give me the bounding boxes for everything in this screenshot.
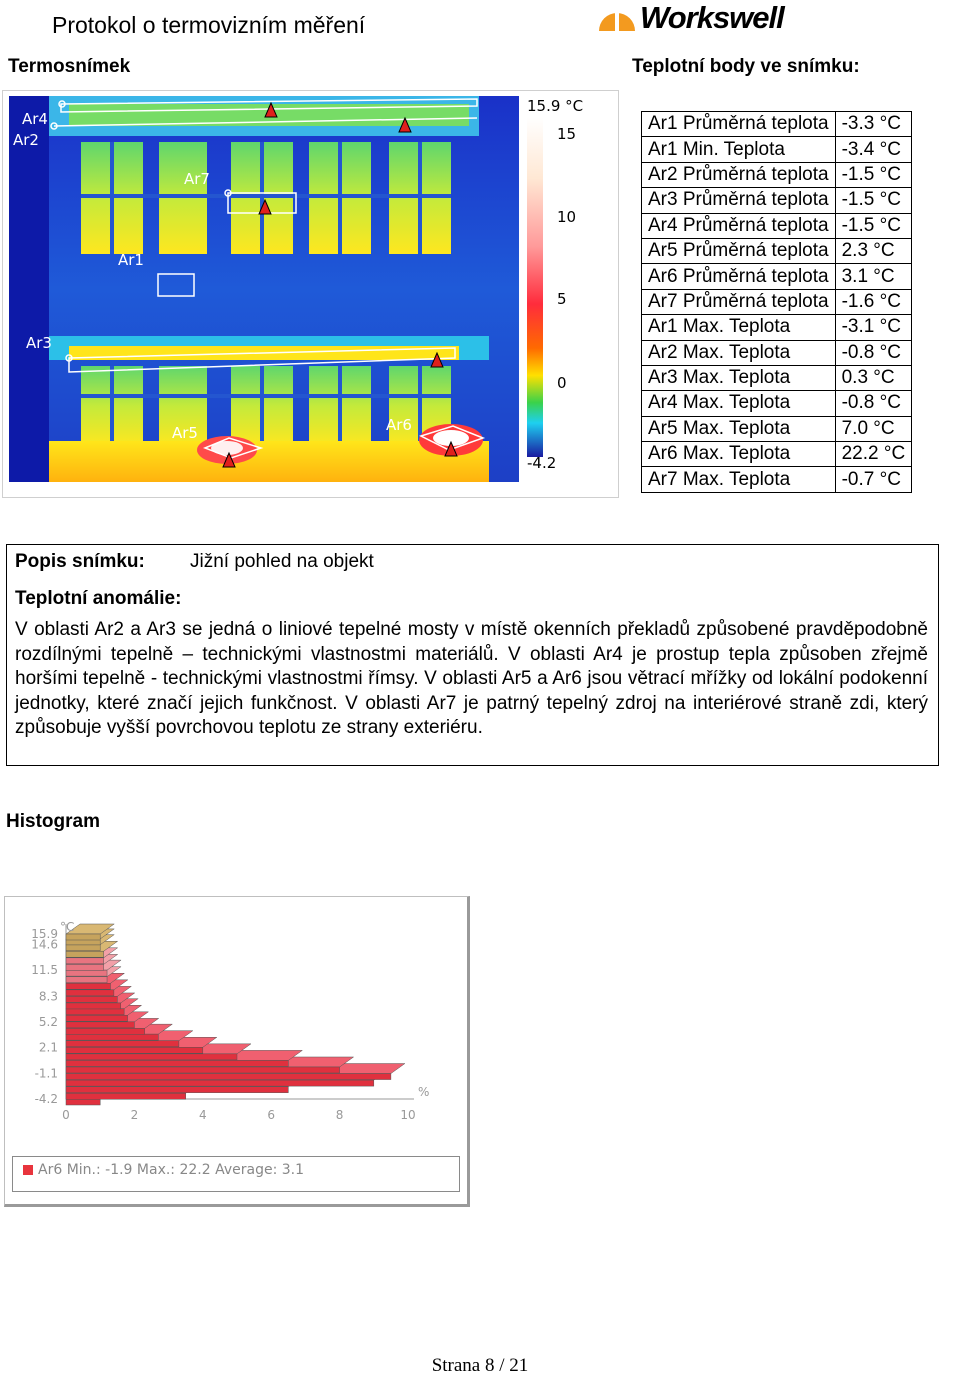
point-value: -3.4 °C <box>835 137 912 162</box>
section-thermogram-heading: Termosnímek <box>8 56 131 77</box>
section-points-heading: Teplotní body ve snímku: <box>632 56 860 77</box>
point-value: -0.7 °C <box>835 467 912 492</box>
point-value: -1.5 °C <box>835 213 912 238</box>
points-table-row <box>642 416 912 441</box>
point-label: Ar5 Max. Teplota <box>642 416 836 441</box>
histogram-bar <box>66 1093 186 1099</box>
points-table-row <box>642 264 912 289</box>
point-label: Ar1 Max. Teplota <box>642 315 836 340</box>
histogram-bar <box>66 990 114 996</box>
histogram-bar <box>66 977 107 983</box>
point-value: 7.0 °C <box>835 416 912 441</box>
histogram-bar <box>66 1067 340 1073</box>
points-table-row <box>642 467 912 492</box>
point-label: Ar2 Max. Teplota <box>642 340 836 365</box>
histogram-x-tick: 6 <box>267 1108 276 1122</box>
histogram-y-tick: 2.1 <box>38 1040 58 1055</box>
histogram-bar <box>66 1028 145 1034</box>
points-table-row <box>642 289 912 314</box>
legend-swatch <box>23 1165 33 1175</box>
points-table-row <box>642 391 912 416</box>
histogram-bar <box>66 1015 128 1021</box>
thermogram-image <box>9 96 519 482</box>
section-histogram-heading: Histogram <box>6 811 100 832</box>
point-label: Ar3 Max. Teplota <box>642 365 836 390</box>
histogram-bar <box>66 1054 237 1060</box>
point-value: -0.8 °C <box>835 340 912 365</box>
workswell-logo-icon <box>597 3 637 33</box>
point-label: Ar1 Průměrná teplota <box>642 112 836 137</box>
point-value: 22.2 °C <box>835 442 912 467</box>
point-label: Ar6 Max. Teplota <box>642 442 836 467</box>
histogram-bar <box>66 1022 134 1028</box>
point-label: Ar7 Max. Teplota <box>642 467 836 492</box>
histogram-y-tick: 15.9 <box>31 927 58 941</box>
points-table-row <box>642 365 912 390</box>
histogram-y-tick: 8.3 <box>38 989 58 1004</box>
histogram-bar <box>66 1080 374 1086</box>
point-label: Ar1 Min. Teplota <box>642 137 836 162</box>
point-label: Ar5 Průměrná teplota <box>642 238 836 263</box>
histogram-x-tick: 4 <box>198 1108 207 1122</box>
point-label: Ar4 Průměrná teplota <box>642 213 836 238</box>
histogram-x-tick: 10 <box>400 1108 416 1122</box>
histogram-y-tick: -1.1 <box>34 1066 58 1081</box>
point-value: -3.1 °C <box>835 315 912 340</box>
point-value: 2.3 °C <box>835 238 912 263</box>
point-label: Ar6 Průměrná teplota <box>642 264 836 289</box>
scale-min-label: -4.2 <box>527 454 557 472</box>
roi-label-ar3: Ar3 <box>26 334 52 352</box>
point-value: -0.8 °C <box>835 391 912 416</box>
page-number: Strana 8 / 21 <box>431 1355 529 1376</box>
histogram-bar <box>66 1060 288 1066</box>
points-table-row <box>642 315 912 340</box>
histogram-bar <box>66 1099 100 1105</box>
histogram-y-tick: 11.5 <box>31 963 58 978</box>
roi-label-ar6: Ar6 <box>386 416 412 434</box>
point-value: -3.3 °C <box>835 112 912 137</box>
roi-label-ar4: Ar4 <box>22 110 48 128</box>
histogram-bar <box>66 958 104 964</box>
anomalies-caption: Teplotní anomálie: <box>15 588 182 609</box>
point-label: Ar4 Max. Teplota <box>642 391 836 416</box>
points-table-row <box>642 213 912 238</box>
roi-label-ar5: Ar5 <box>172 424 198 442</box>
histogram-bar <box>66 1009 124 1015</box>
histogram-bar <box>66 1041 179 1047</box>
histogram-bar <box>66 1074 391 1080</box>
point-label: Ar7 Průměrná teplota <box>642 289 836 314</box>
document-title: Protokol o termovizním měření <box>52 12 366 38</box>
histogram-x-tick: 0 <box>62 1108 70 1122</box>
histogram-bar <box>66 951 104 957</box>
points-table-row <box>642 162 912 187</box>
roi-label-ar2: Ar2 <box>13 131 39 149</box>
histogram-x-label: % <box>418 1085 430 1099</box>
point-label: Ar3 Průměrná teplota <box>642 188 836 213</box>
temperature-points-table <box>641 111 912 493</box>
histogram-bar <box>66 1047 203 1053</box>
roi-label-ar7: Ar7 <box>184 170 210 188</box>
histogram-x-tick: 2 <box>130 1108 139 1122</box>
histogram-y-tick: 5.2 <box>38 1014 58 1029</box>
roi-label-ar1: Ar1 <box>118 251 144 269</box>
point-value: -1.6 °C <box>835 289 912 314</box>
histogram-bar <box>66 964 104 970</box>
temperature-color-scale <box>527 117 543 457</box>
histogram-bar <box>66 983 110 989</box>
workswell-logo-text: Workswell <box>640 0 784 35</box>
points-table-row <box>642 340 912 365</box>
scale-tick-15: 15 <box>557 125 577 143</box>
scale-tick-10: 10 <box>557 208 577 226</box>
histogram-bar <box>66 1087 288 1093</box>
histogram-bar <box>66 934 100 940</box>
points-table-row <box>642 238 912 263</box>
point-value: 3.1 °C <box>835 264 912 289</box>
point-label: Ar2 Průměrná teplota <box>642 162 836 187</box>
anomalies-text: V oblasti Ar2 a Ar3 se jedná o liniové tepelné mosty v místě okenních překladů způsobené pravděpodobně rozdílnými tepelně – technickými vlastnostmi materiálů. V oblasti Ar4 je prostup tepla způsoben zřejmě horšími tepelně - technickými vlastnostmi římsy. V oblasti Ar5 a Ar6 jsou větrací mřížky od lokální podokenní jednotky, které značí jejich funkčnost. V oblasti Ar7 je patrný tepelný zdroj na interiérové straně zdi, který způsobuje vyšší povrchovou teplotu ze strany exteriéru. <box>15 619 928 739</box>
histogram-bar <box>66 1034 158 1040</box>
histogram-bar <box>66 1003 121 1009</box>
description-caption: Popis snímku: <box>15 551 145 572</box>
histogram-bar <box>66 970 107 976</box>
histogram-y-tick: -4.2 <box>34 1092 58 1106</box>
point-value: -1.5 °C <box>835 162 912 187</box>
point-value: 0.3 °C <box>835 365 912 390</box>
points-table-row <box>642 137 912 162</box>
histogram-bar <box>66 996 117 1002</box>
histogram-y-label: °C <box>60 920 75 934</box>
scale-tick-0: 0 <box>557 374 567 392</box>
point-value: -1.5 °C <box>835 188 912 213</box>
points-table-row <box>642 188 912 213</box>
scale-tick-5: 5 <box>557 290 567 308</box>
scale-max-label: 15.9 °C <box>527 97 584 115</box>
histogram-y-tick: 14.6 <box>31 937 58 952</box>
points-table-row <box>642 112 912 137</box>
points-table-row <box>642 442 912 467</box>
histogram-x-tick: 8 <box>335 1108 344 1122</box>
legend-text: Ar6 Min.: -1.9 Max.: 22.2 Average: 3.1 <box>38 1162 305 1178</box>
description-value: Jižní pohled na objekt <box>190 551 374 572</box>
histogram-bar <box>66 945 100 951</box>
